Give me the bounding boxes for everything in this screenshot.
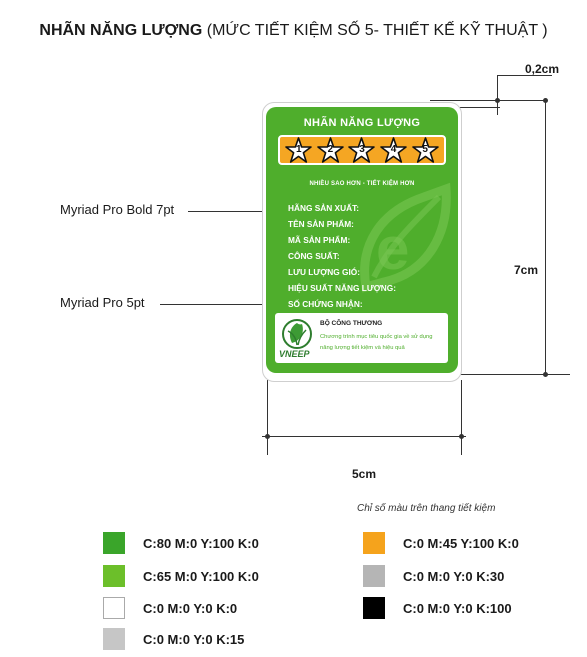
swatch-row [103,532,259,554]
width-extension-right [461,380,462,455]
ministry-footer [275,313,448,363]
ministry-name: BỘ CÔNG THƯƠNG [320,320,383,327]
star-icon [412,137,439,164]
border-dimension-leader [497,75,552,76]
program-description: Chương trình mục tiêu quốc gia về sử dụng năng lượng tiết kiệm và hiệu quả [320,334,433,351]
border-dimension-line [497,75,498,115]
swatch-label: C:80 M:0 Y:100 K:0 [143,535,259,551]
field-manufacturer: HÃNG SẢN XUẤT: [288,203,359,213]
width-extension-left [267,380,268,455]
star-icon [380,137,407,164]
swatch-label: C:0 M:45 Y:100 K:0 [403,535,519,551]
legend-note: Chỉ số màu trên thang tiết kiệm [357,503,496,514]
field-efficiency: HIỆU SUẤT NĂNG LƯỢNG: [288,283,396,293]
color-swatch [103,565,125,587]
star-number: 2 [327,143,334,155]
swatch-row [363,532,519,554]
swatch-row [103,628,244,650]
callout-bold-font: Myriad Pro Bold 7pt [60,202,175,217]
swatch-label: C:65 M:0 Y:100 K:0 [143,568,259,584]
swatch-row [363,597,512,619]
title-rest: (MỨC TIẾT KIỆM SỐ 5- THIẾT KẾ KỸ THUẬT ) [202,22,548,39]
field-product-code: MÃ SẢN PHẨM: [288,235,351,245]
color-swatch [363,597,385,619]
swatch-label: C:0 M:0 Y:0 K:15 [143,631,245,647]
star-number: 3 [359,143,365,155]
swatch-label: C:0 M:0 Y:0 K:100 [403,600,512,616]
vneep-logo-icon [278,317,316,364]
field-certificate: SỐ CHỨNG NHẬN: [288,299,363,309]
star-rating-bar [278,135,446,165]
callout-regular-font: Myriad Pro 5pt [60,295,145,310]
width-dimension-line [262,436,466,437]
width-dimension-label: 5cm [352,467,377,481]
color-swatch [363,565,385,587]
height-dimension-label: 7cm [514,263,539,277]
star-number: 1 [296,143,302,155]
star-number: 4 [390,143,397,155]
star-number: 5 [422,143,428,155]
dimension-tick [495,98,500,103]
border-dimension-label: 0,2cm [525,62,560,76]
swatch-label: C:0 M:0 Y:0 K:30 [403,568,505,584]
energy-label [266,107,458,373]
label-tagline: NHIỀU SAO HƠN - TIẾT KIỆM HƠN [309,181,415,187]
color-swatch [103,628,125,650]
color-swatch [363,532,385,554]
width-tick-right [459,434,464,439]
star-icon [317,137,344,164]
title-bold: NHÃN NĂNG LƯỢNG [39,22,203,39]
field-airflow: LƯU LƯỢNG GIÓ: [288,267,361,277]
swatch-label: C:0 M:0 Y:0 K:0 [143,600,238,616]
swatch-row [103,597,237,619]
star-icon [285,137,312,164]
color-swatch [103,597,125,619]
height-tick-top [543,98,548,103]
color-swatch [103,532,125,554]
svg-text:e: e [376,215,410,282]
page-title [0,22,587,40]
vneep-logo-text: VNEEP [279,349,310,359]
width-tick-left [265,434,270,439]
star-icon [348,137,375,164]
field-product-name: TÊN SẢN PHẨM: [288,219,354,229]
height-dimension-line [545,100,546,375]
swatch-row [103,565,259,587]
label-title: NHÃN NĂNG LƯỢNG [303,117,421,129]
outer-top-extension [430,100,545,101]
field-power: CÔNG SUẤT: [288,251,340,261]
swatch-row [363,565,504,587]
